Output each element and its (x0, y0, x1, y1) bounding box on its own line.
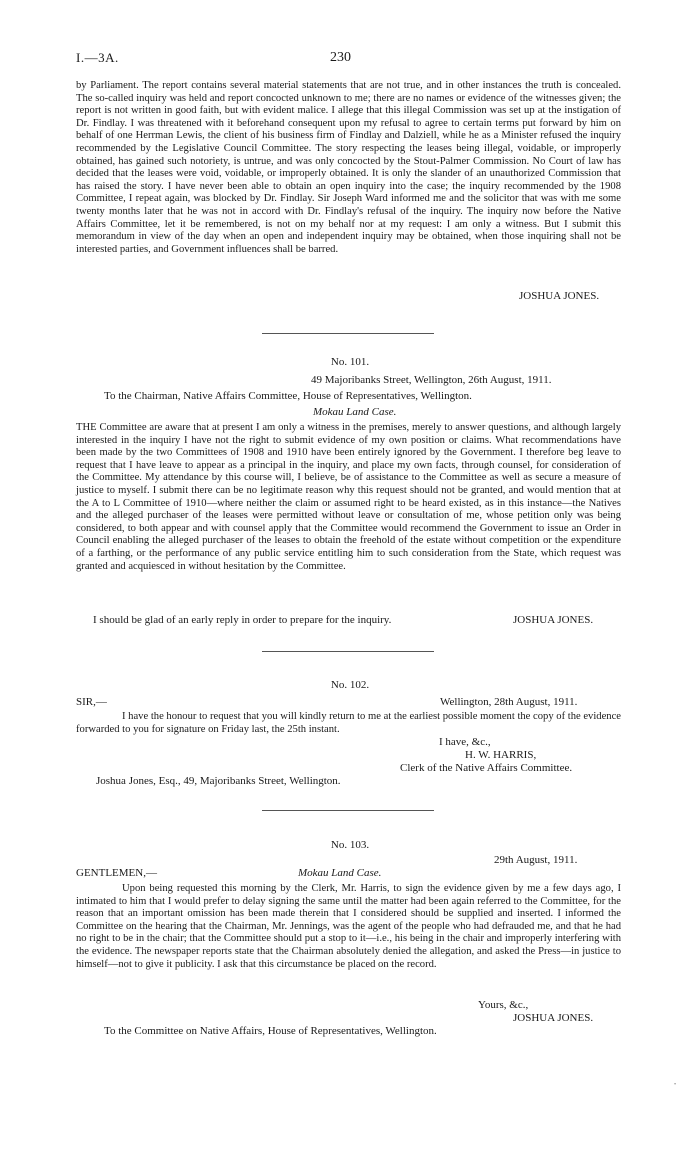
intro-paragraph: by Parliament. The report contains several material statements that are not true, and in other instances the truth is concealed. The so-called inquiry was held and report concocted unknown to me; there are no names or evidence of the witnesses given; the report is not written in good faith, but with evident malice. I allege that this illegal Commission was set up at the instigation of Dr. Findlay. I was threatened with it beforehand consequent upon my refusal to agree to certain terms put forward by him on behalf of one Herrman Lewis, the client of his business firm of Findlay and Dalziell, while he as a Minister refused the inquiry recommended by the Legislative Council Committee. The story respecting the leases being illegal, voidable, or improperly obtained, has gained such notoriety, is untrue, and was only concocted by the Stout-Palmer Commission. No Court of law has decided that the leases were void, voidable, or improperly obtained. It is only the slander of an unauthorized Commission that has raised the story. I have never been able to obtain an open inquiry into the case; the inquiry recommended by the 1908 Committee, I repeat again, was blocked by Dr. Findlay. Sir Joseph Ward informed me and the solicitor that was with me some twenty months later that he was not in accord with Dr. Findlay's refusal of the inquiry. The inquiry now before the Native Affairs Committee, let it be remembered, is not on my behalf nor at my request: I am only a witness. But I submit this memorandum in view of the day when an open and independent inquiry may be obtained, when those inquiring shall not be interested parties, and Government influences shall be barred. (76, 80, 621, 255)
intro-signature: JOSHUA JONES. (513, 290, 599, 302)
letter-103-signature: JOSHUA JONES. (513, 1012, 594, 1024)
scan-dot: • (674, 1082, 677, 1088)
letter-102-signature-title: Clerk of the Native Affairs Committee. (400, 762, 573, 774)
letter-103-subject: Mokau Land Case. (298, 867, 382, 879)
page-number: 230 (330, 50, 351, 65)
letter-101-paragraph: Committee are aware that at present I am only a witness in the premises, merely to answer questions, and although largely interested in the inquiry I have not the right to submit evidence of my own position or claims. What recommendations have been made by the two Committees of 1908 and 1910 have been entirely ignored by the Government. I therefore beg leave to request that I have leave to appear as a principal in the inquiry, and place my own facts, through counsel, for consideration of the Committee. My attendance by this course will, I believe, be of assistance to the Committee as well as secure a measure of justice to myself. I submit there can be no legitimate reason why this request should not be granted, and would mention that at the A to L Committee of 1910—where neither the claim or assumed right to be heard existed, as in this instance—the Natives and the alleged purchaser of the leases were permitted without leave or consultation of me, whose petition only was being considered, to both appear and with counsel apply that the Committee would recommend the Government to issue an Order in Council enabling the alleged purchaser of the leases to obtain the freehold of the estate without competition or the expenditure of a farthing, or the performance of any public service entitling him to such consideration from the State, which request was granted and acquiesced in without hesitation by the Committee. (76, 422, 621, 572)
letter-101-signature: JOSHUA JONES. (513, 614, 594, 626)
letter-103-recipient: To the Committee on Native Affairs, House of Representatives, Wellington. (104, 1025, 437, 1037)
letter-103-paragraph: Upon being requested this morning by the Clerk, Mr. Harris, to sign the evidence given by me a few days ago, I intimated to him that I would prefer to delay signing the same until the matter had been again referred to the Committee, for the reason that an important omission has been made therein that I considered should be supplied and inserted. I informed the Committee on the hearing that the Chairman, Mr. Jennings, was the agent of the people who had defrauded me, and that he had no right to be in the chair; that the Committee should put a stop to it—i.e., his being in the chair and improperly interfering with the evidence. The newspaper reports state that the Chairman absolutely denied the allegation, and asked the Press—in justice to himself—not to give it publicity. I ask that this circumstance be placed on the record. (76, 883, 621, 970)
letter-101-address: 49 Majoribanks Street, Wellington, 26th August, 1911. (311, 374, 552, 386)
page-header (76, 50, 621, 66)
letter-102-valediction: I have, &c., (439, 736, 491, 748)
letter-101-body (76, 422, 621, 610)
letter-102-salutation: SIR,— (76, 696, 107, 708)
letter-101-opening: THE (76, 422, 97, 433)
letter-101-number: No. 101. (330, 356, 370, 368)
letter-102-signature: H. W. HARRIS, (465, 749, 537, 761)
section-divider (262, 333, 434, 334)
letter-101-recipient: To the Chairman, Native Affairs Committee, House of Representatives, Wellington. (104, 390, 472, 402)
letter-102-paragraph: I have the honour to request that you will kindly return to me at the earliest possible moment the copy of the evidence forwarded to you for signature on Friday last, the 25th instant. (76, 711, 621, 735)
section-divider (262, 810, 434, 811)
letter-103-date: 29th August, 1911. (494, 854, 578, 866)
letter-103-salutation: GENTLEMEN,— (76, 867, 157, 879)
letter-103-valediction: Yours, &c., (478, 999, 529, 1011)
letter-102-addressee: Joshua Jones, Esq., 49, Majoribanks Street, Wellington. (96, 775, 341, 787)
document-code: I.—3A. (76, 50, 119, 65)
letter-102-number: No. 102. (330, 679, 370, 691)
letter-101-subject: Mokau Land Case. (313, 406, 397, 418)
section-divider (262, 651, 434, 652)
letter-101-closing: I should be glad of an early reply in order to prepare for the inquiry. (93, 614, 392, 626)
letter-103-number: No. 103. (330, 839, 370, 851)
letter-102-date: Wellington, 28th August, 1911. (440, 696, 578, 708)
